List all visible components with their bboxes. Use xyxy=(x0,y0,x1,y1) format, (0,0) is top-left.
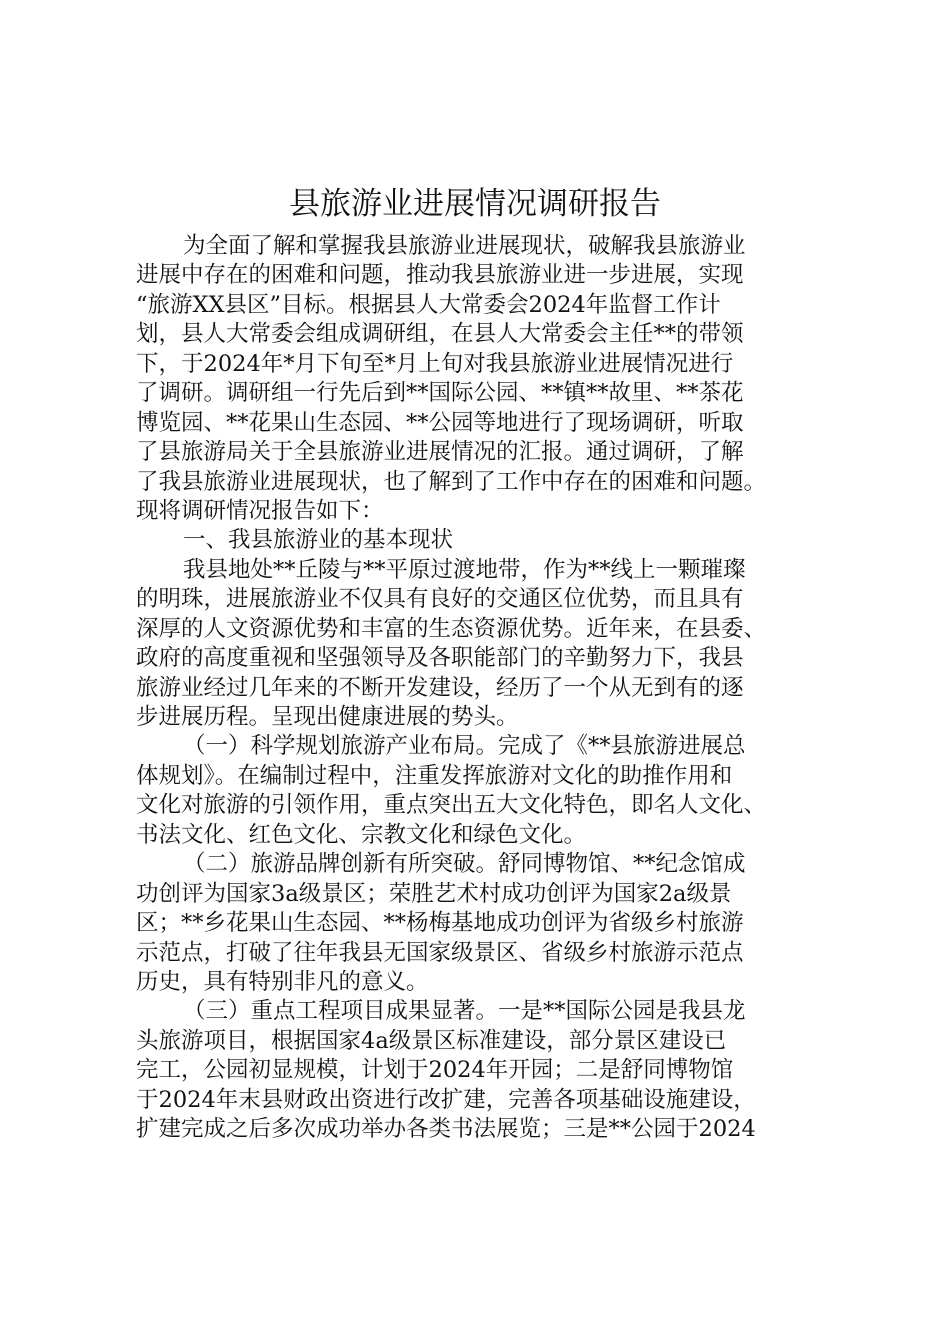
text-line: 进展中存在的困难和问题，推动我县旅游业进一步进展，实现 xyxy=(136,262,744,289)
text-line: 划，县人大常委会组成调研组，在县人大常委会主任**的带领 xyxy=(136,321,744,348)
text-line: 步进展历程。呈现出健康进展的势头。 xyxy=(136,704,519,730)
text-line: “旅游XX县区”目标。根据县人大常委会2024年监督工作计 xyxy=(136,291,721,318)
text-line: 功创评为国家3a级景区；荣胜艺术村成功创评为国家2a级景 xyxy=(136,880,732,907)
text-line: 体规划》。在编制过程中，注重发挥旅游对文化的助推作用和 xyxy=(136,762,733,789)
text-line: 我县地处**丘陵与**平原过渡地带，作为**线上一颗璀璨 xyxy=(183,556,746,583)
document-title: 县旅游业进展情况调研报告 xyxy=(289,186,661,222)
text-line: 政府的高度重视和坚强领导及各职能部门的辛勤努力下，我县 xyxy=(136,645,744,672)
text-line: 了我县旅游业进展现状，也了解到了工作中存在的困难和问题。 xyxy=(136,468,767,495)
text-line: 扩建完成之后多次成功举办各类书法展览；三是**公园于2024 xyxy=(136,1116,756,1143)
text-line: 完工，公园初显规模，计划于2024年开园；二是舒同博物馆 xyxy=(136,1057,734,1084)
text-line: （三）重点工程项目成果显著。一是**国际公园是我县龙 xyxy=(183,998,746,1025)
text-line: 示范点，打破了往年我县无国家级景区、省级乡村旅游示范点 xyxy=(136,939,744,966)
text-line: 了调研。调研组一行先后到**国际公园、**镇**故里、**茶花 xyxy=(136,380,744,407)
text-line: 现将调研情况报告如下： xyxy=(136,497,384,524)
text-line: 头旅游项目，根据国家4a级景区标准建设，部分景区建设已 xyxy=(136,1027,727,1054)
section-heading: 一、我县旅游业的基本现状 xyxy=(183,527,454,554)
text-line: 深厚的人文资源优势和丰富的生态资源优势。近年来，在县委、 xyxy=(136,615,767,642)
text-line: 文化对旅游的引领作用，重点突出五大文化特色，即名人文化、 xyxy=(136,792,767,819)
text-line: （二）旅游品牌创新有所突破。舒同博物馆、**纪念馆成 xyxy=(183,851,746,878)
text-line: 于2024年末县财政出资进行改扩建，完善各项基础设施建设， xyxy=(136,1086,756,1113)
text-line: 为全面了解和掌握我县旅游业进展现状，破解我县旅游业 xyxy=(183,233,746,259)
text-line: 了县旅游局关于全县旅游业进展情况的汇报。通过调研，了解 xyxy=(136,439,744,466)
text-line: 旅游业经过几年来的不断开发建设，经历了一个从无到有的逐 xyxy=(136,674,744,701)
text-line: 区；**乡花果山生态园、**杨梅基地成功创评为省级乡村旅游 xyxy=(136,910,744,937)
text-line: 历史，具有特别非凡的意义。 xyxy=(136,968,429,995)
text-line: （一）科学规划旅游产业布局。完成了《**县旅游进展总 xyxy=(183,733,746,760)
document-body xyxy=(136,232,836,1145)
text-line: 书法文化、红色文化、宗教文化和绿色文化。 xyxy=(136,821,587,848)
text-line: 下，于2024年*月下旬至*月上旬对我县旅游业进展情况进行 xyxy=(136,350,734,377)
text-line: 的明珠，进展旅游业不仅具有良好的交通区位优势，而且具有 xyxy=(136,586,744,613)
text-line: 博览园、**花果山生态园、**公园等地进行了现场调研，听取 xyxy=(136,409,744,436)
